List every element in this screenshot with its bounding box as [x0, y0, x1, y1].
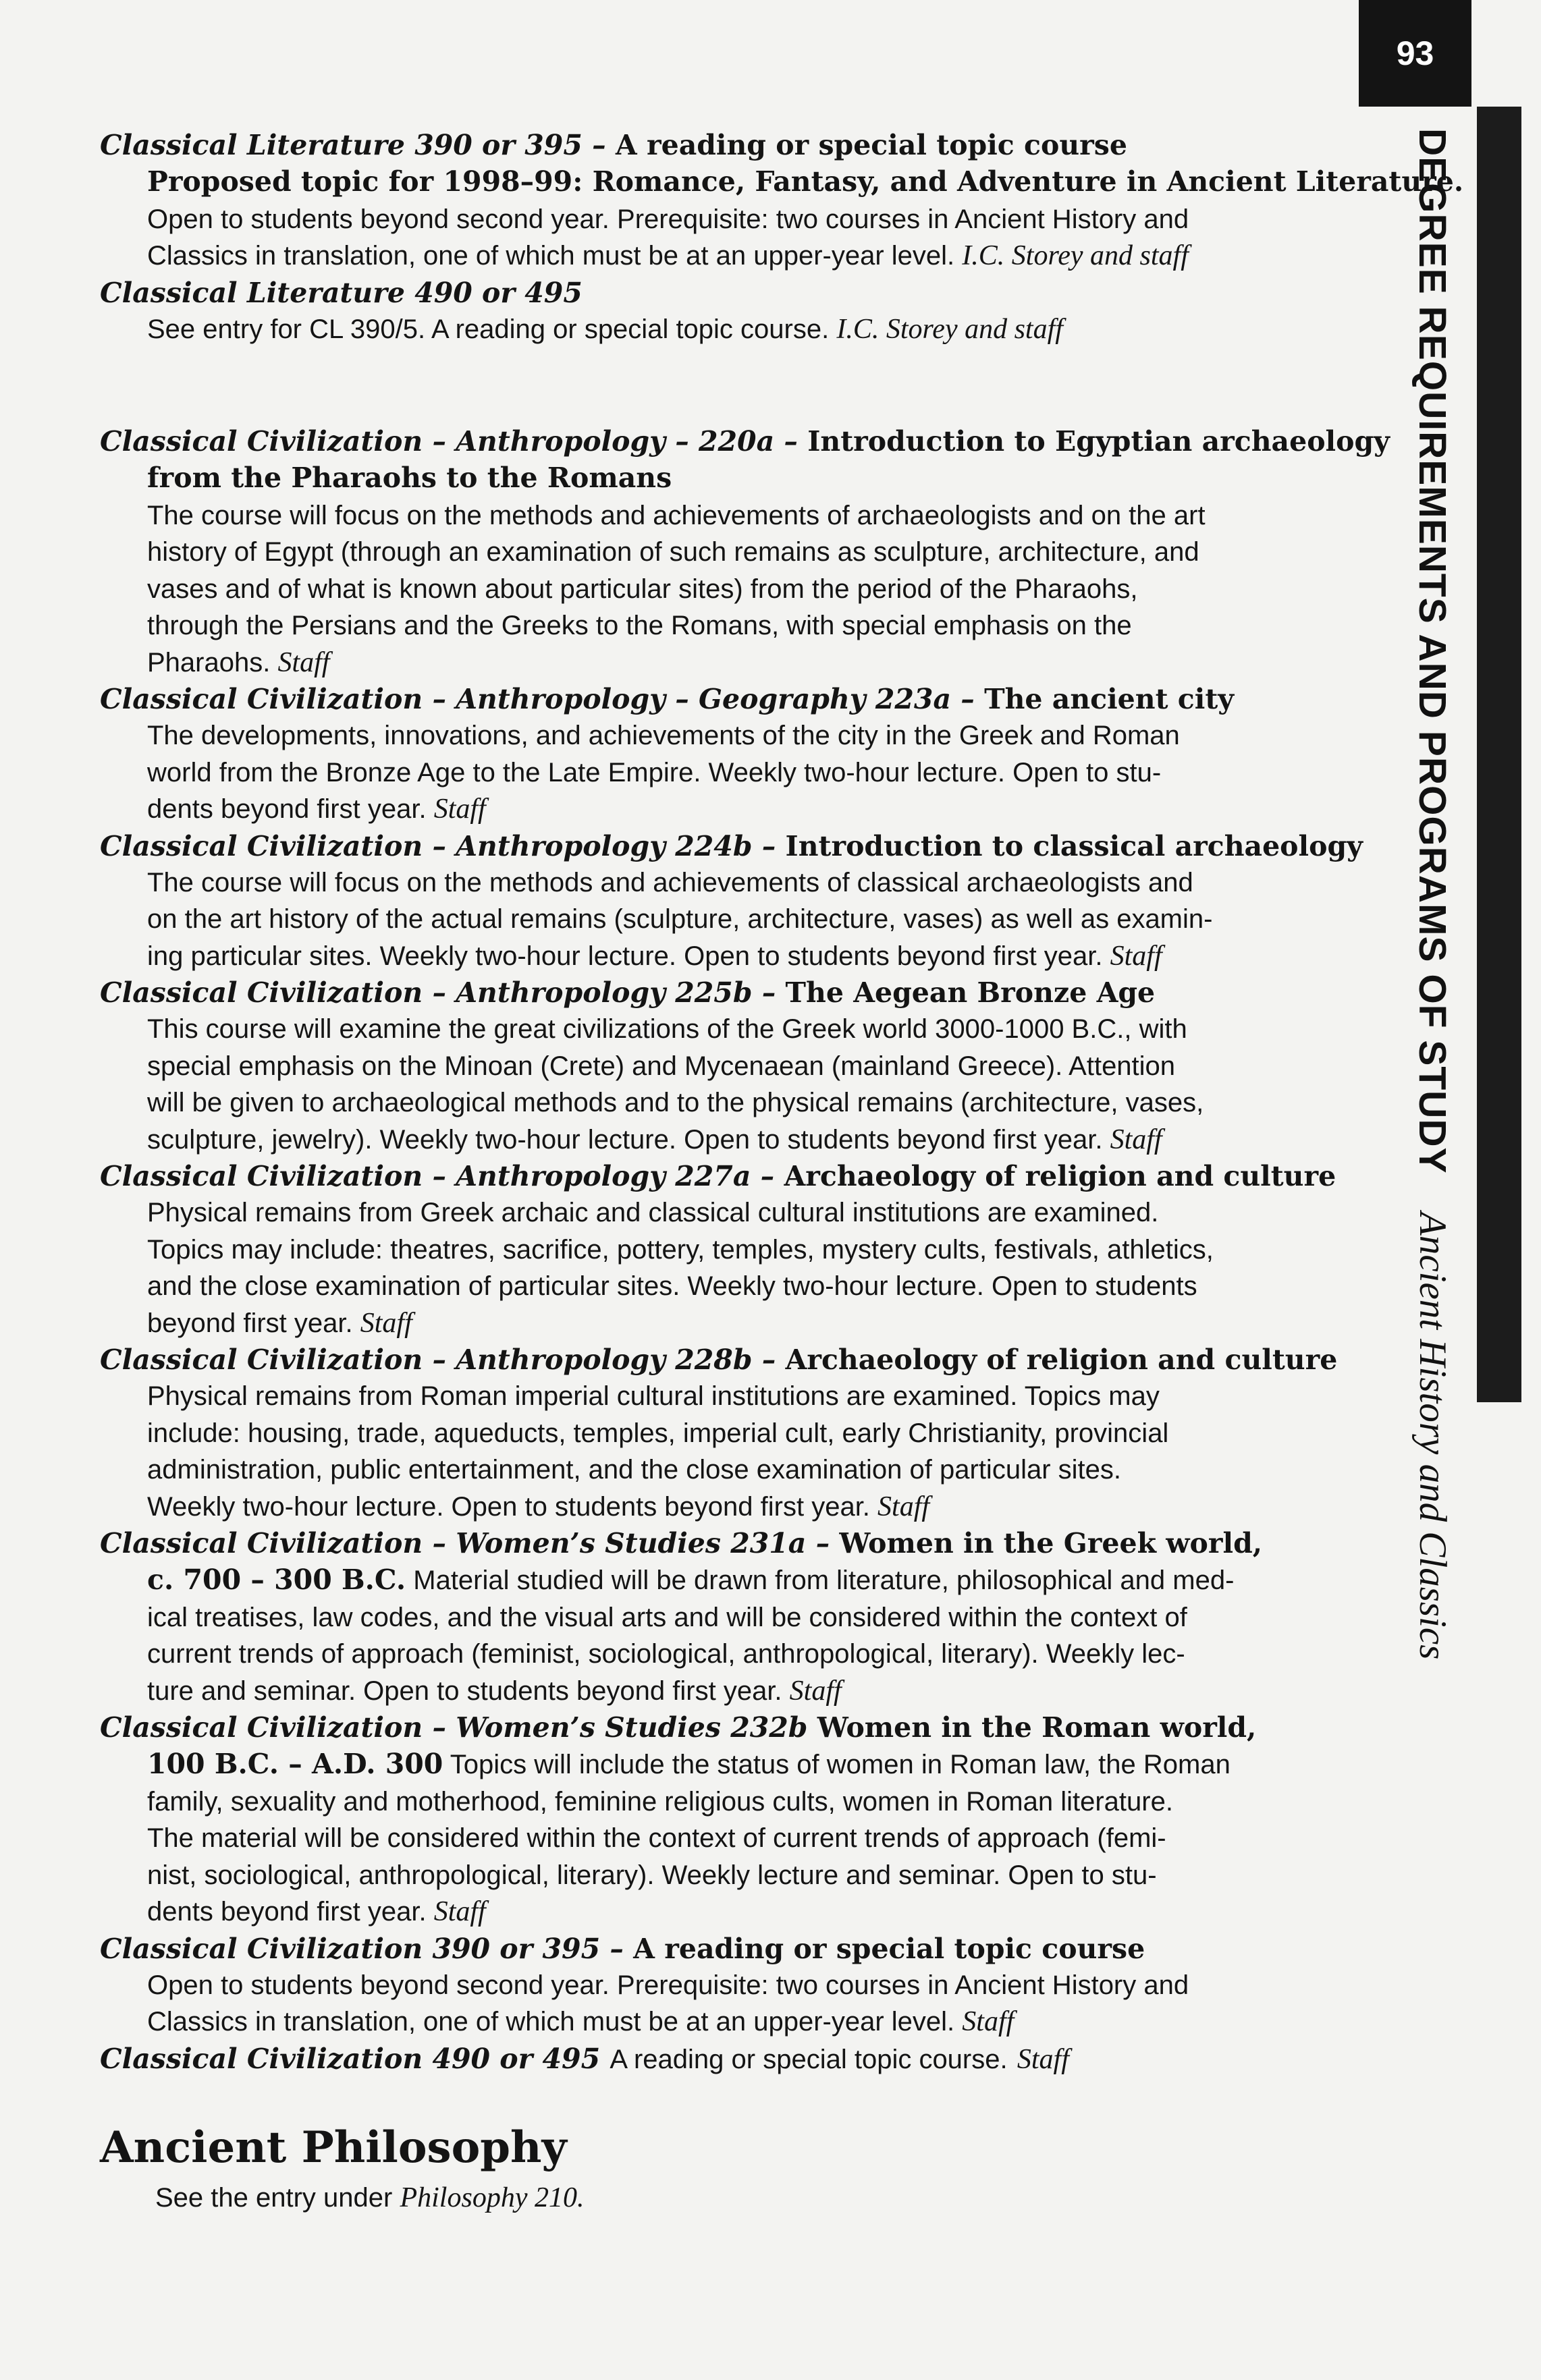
- course-heading: [100, 1931, 1349, 1967]
- course-description-line: [147, 1194, 1349, 1231]
- course-description-text: on the art history of the actual remains (sculpture, architecture, vases) as well as examin-: [147, 904, 1213, 934]
- course-instructor: Staff: [877, 1491, 930, 1522]
- course-code: Classical Civilization – Anthropology 224b –: [100, 829, 776, 862]
- course-entry: [100, 1931, 1349, 2041]
- subsection-title: Ancient History and Classics: [1411, 1211, 1454, 1660]
- course-instructor: Staff: [433, 794, 486, 825]
- course-heading-continuation: c. 700 – 300 B.C.: [147, 1563, 406, 1596]
- course-description-line: [147, 163, 1464, 201]
- course-description-line: [147, 1451, 1349, 1489]
- course-description-line: [147, 460, 1349, 497]
- course-description-text: administration, public entertainment, and the close examination of particular sites.: [147, 1455, 1121, 1485]
- course-instructor: I.C. Storey and staff: [836, 313, 1063, 345]
- course-title: Introduction to Egyptian archaeology: [807, 425, 1390, 458]
- course-description-text: nist, sociological, anthropological, literary). Weekly lecture and seminar. Open to stu-: [147, 1860, 1157, 1890]
- course-description-line: [147, 1967, 1349, 2004]
- course-description-text: world from the Bronze Age to the Late Empire. Weekly two-hour lecture. Open to stu-: [147, 757, 1162, 787]
- course-description-line: [147, 791, 1349, 828]
- course-description-text: through the Persians and the Greeks to the Romans, with special emphasis on the: [147, 611, 1132, 640]
- course-heading: [100, 127, 1349, 163]
- course-entry: [100, 1525, 1349, 1709]
- course-title: Archaeology of religion and culture: [785, 1344, 1338, 1376]
- course-description-text: Open to students beyond second year. Prerequisite: two courses in Ancient History and: [147, 1970, 1189, 2000]
- course-code: Classical Literature 490 or 495: [100, 276, 583, 309]
- course-description-line: [147, 571, 1349, 608]
- course-description-line: [147, 1305, 1349, 1342]
- course-entry: [100, 2041, 1349, 2078]
- course-description-line: [147, 1893, 1349, 1931]
- course-heading: [100, 275, 1349, 311]
- course-instructor: Staff: [962, 2006, 1015, 2037]
- course-description-line: [147, 754, 1349, 792]
- course-description-line: [147, 238, 1349, 275]
- course-description: A reading or special topic course.: [610, 2044, 1008, 2074]
- course-description-text: The course will focus on the methods and achievements of archaeologists and on the art: [147, 500, 1206, 530]
- course-instructor: Staff: [277, 646, 330, 678]
- course-description-line: [147, 1636, 1349, 1673]
- course-instructor: I.C. Storey and staff: [962, 240, 1189, 271]
- course-description-line: [147, 1268, 1349, 1305]
- course-description-text: and the close examination of particular sites. Weekly two-hour lecture. Open to students: [147, 1271, 1197, 1301]
- course-description-text: Pharaohs.: [147, 647, 271, 677]
- course-description-line: [147, 497, 1349, 534]
- course-heading-continuation: from the Pharaohs to the Romans: [147, 462, 672, 494]
- course-entry: [100, 127, 1464, 275]
- course-description-text: ical treatises, law codes, and the visual arts and will be considered within the context of: [147, 1602, 1187, 1632]
- course-code: Classical Civilization 390 or 395 –: [100, 1932, 624, 1965]
- course-description-text: See entry for CL 390/5. A reading or special topic course.: [147, 314, 830, 344]
- course-entry: [100, 1709, 1349, 1931]
- course-description-line: [147, 1378, 1349, 1415]
- course-description-text: The material will be considered within the context of current trends of approach (femi-: [147, 1823, 1166, 1853]
- see-entry-text: See the entry under: [155, 2182, 393, 2213]
- course-description-line: [147, 534, 1349, 571]
- course-instructor: Staff: [360, 1307, 412, 1339]
- course-description-line: [147, 1783, 1349, 1821]
- course-description-line: [147, 938, 1349, 975]
- course-title: Women in the Roman world,: [817, 1711, 1257, 1744]
- course-description-text: dents beyond first year.: [147, 794, 427, 824]
- course-code: Classical Literature 390 or 395 –: [100, 129, 606, 161]
- ancient-philosophy-see-entry: [155, 2179, 1349, 2217]
- see-entry-reference: Philosophy 210.: [400, 2182, 585, 2213]
- course-code: Classical Civilization – Anthropology – Geography 223a –: [100, 683, 975, 715]
- course-description-line: [147, 1415, 1349, 1452]
- course-description-text: The developments, innovations, and achievements of the city in the Greek and Roman: [147, 721, 1180, 750]
- course-description-line: [147, 1231, 1349, 1269]
- course-description-line: [147, 1561, 1349, 1599]
- course-description-line: [147, 717, 1349, 754]
- course-description-text: vases and of what is known about particular sites) from the period of the Pharaohs,: [147, 574, 1138, 604]
- course-description-text: Physical remains from Greek archaic and classical cultural institutions are examined.: [147, 1198, 1159, 1227]
- course-heading: [100, 1158, 1349, 1194]
- course-code: Classical Civilization – Anthropology 228b –: [100, 1344, 776, 1376]
- course-instructor: Staff: [1017, 2043, 1069, 2075]
- course-title: Women in the Greek world,: [839, 1527, 1263, 1559]
- course-title: Archaeology of religion and culture: [784, 1160, 1336, 1192]
- course-description-line: [147, 607, 1349, 644]
- course-code: Classical Civilization 490 or 495: [100, 2042, 601, 2075]
- course-heading: [100, 423, 1390, 460]
- course-instructor: Staff: [1110, 940, 1162, 972]
- course-instructor: Staff: [433, 1896, 486, 1927]
- course-code: Classical Civilization – Anthropology 225b –: [100, 976, 776, 1009]
- course-entry: [100, 275, 1349, 348]
- course-description-line: [147, 1084, 1349, 1122]
- course-description-line: [147, 864, 1349, 902]
- course-entry: [100, 423, 1390, 681]
- course-heading-continuation: Proposed topic for 1998–99: Romance, Fantasy, and Adventure in Ancient Literature.: [147, 165, 1464, 198]
- course-code: Classical Civilization – Anthropology – 220a –: [100, 425, 798, 458]
- section-side-bar: [1477, 107, 1521, 1402]
- course-description-line: [147, 311, 1349, 348]
- course-code: Classical Civilization – Women’s Studies 232b: [100, 1711, 808, 1744]
- section-side-title: [1380, 128, 1455, 1660]
- course-description-line: [147, 1011, 1349, 1048]
- course-description-line: [147, 2003, 1349, 2041]
- course-heading: [100, 828, 1363, 864]
- course-description-text: Topics will include the status of women in Roman law, the Roman: [450, 1750, 1231, 1779]
- course-entry: [100, 681, 1349, 828]
- course-description-text: Classics in translation, one of which must be at an upper-year level.: [147, 2007, 955, 2037]
- course-heading: [100, 1709, 1349, 1746]
- course-description-text: ture and seminar. Open to students beyond first year.: [147, 1676, 782, 1706]
- course-description-line: [147, 644, 1349, 682]
- course-title: Introduction to classical archaeology: [785, 829, 1363, 862]
- course-description-text: beyond first year.: [147, 1308, 353, 1338]
- section-title: DEGREE REQUIREMENTS AND PROGRAMS OF STUDY: [1411, 128, 1454, 1174]
- course-title: A reading or special topic course: [633, 1932, 1145, 1965]
- course-title: The ancient city: [984, 683, 1235, 715]
- course-heading-continuation: 100 B.C. – A.D. 300: [147, 1748, 443, 1780]
- course-description-text: Material studied will be drawn from literature, philosophical and med-: [413, 1566, 1235, 1595]
- course-entry: [100, 974, 1349, 1158]
- course-title: The Aegean Bronze Age: [785, 976, 1156, 1009]
- course-description-line: [147, 1489, 1349, 1526]
- course-entry: [100, 1341, 1349, 1525]
- course-description-text: Topics may include: theatres, sacrifice, pottery, temples, mystery cults, festivals, athletics,: [147, 1234, 1214, 1265]
- course-description-text: This course will examine the great civilizations of the Greek world 3000-1000 B.C., with: [147, 1014, 1187, 1044]
- course-entry: [100, 828, 1363, 975]
- course-heading: [100, 2041, 1349, 2078]
- course-entry: [100, 1158, 1349, 1341]
- course-description-line: [147, 1048, 1349, 1085]
- course-description-text: Weekly two-hour lecture. Open to students beyond first year.: [147, 1491, 870, 1522]
- course-instructor: Staff: [789, 1675, 842, 1707]
- course-description-line: [147, 901, 1349, 938]
- course-description-text: include: housing, trade, aqueducts, temples, imperial cult, early Christianity, provincial: [147, 1418, 1169, 1448]
- course-description-text: ing particular sites. Weekly two-hour lecture. Open to students beyond first year.: [147, 941, 1103, 971]
- course-heading: [100, 681, 1349, 717]
- course-description-line: [147, 1857, 1349, 1894]
- course-description-text: current trends of approach (feminist, sociological, anthropological, literary). Weekly lec-: [147, 1639, 1185, 1669]
- course-description-text: history of Egypt (through an examination of such remains as sculpture, architecture, and: [147, 537, 1199, 567]
- course-description-text: sculpture, jewelry). Weekly two-hour lecture. Open to students beyond first year.: [147, 1124, 1103, 1155]
- course-heading: [100, 1525, 1349, 1561]
- course-description-text: Open to students beyond second year. Prerequisite: two courses in Ancient History and: [147, 204, 1189, 234]
- page-number: [1359, 0, 1471, 107]
- course-description-text: will be given to archaeological methods and to the physical remains (architecture, vases,: [147, 1088, 1204, 1117]
- course-description-line: [147, 1746, 1349, 1783]
- course-description-text: Physical remains from Roman imperial cultural institutions are examined. Topics may: [147, 1381, 1160, 1411]
- course-description-text: special emphasis on the Minoan (Crete) and Mycenaean (mainland Greece). Attention: [147, 1051, 1176, 1081]
- course-description-text: family, sexuality and motherhood, feminine religious cults, women in Roman literature.: [147, 1786, 1173, 1817]
- course-description-text: The course will focus on the methods and achievements of classical archaeologists and: [147, 867, 1193, 897]
- course-title: A reading or special topic course: [615, 129, 1127, 161]
- course-heading: [100, 974, 1349, 1011]
- course-description-line: [147, 1673, 1349, 1710]
- course-description-line: [147, 1820, 1349, 1857]
- course-description-line: [147, 1122, 1349, 1159]
- section-gap: [100, 348, 1349, 423]
- course-instructor: Staff: [1110, 1124, 1162, 1155]
- course-description-text: Classics in translation, one of which must be at an upper-year level.: [147, 241, 955, 271]
- course-description-text: dents beyond first year.: [147, 1897, 427, 1927]
- course-description-line: [147, 1599, 1349, 1636]
- course-description-line: [147, 201, 1349, 238]
- ancient-philosophy-heading: Ancient Philosophy: [100, 2122, 567, 2173]
- course-code: Classical Civilization – Anthropology 227a –: [100, 1160, 775, 1192]
- course-code: Classical Civilization – Women’s Studies 231a –: [100, 1527, 830, 1559]
- course-heading: [100, 1341, 1349, 1378]
- page-number-text: 93: [1396, 34, 1434, 72]
